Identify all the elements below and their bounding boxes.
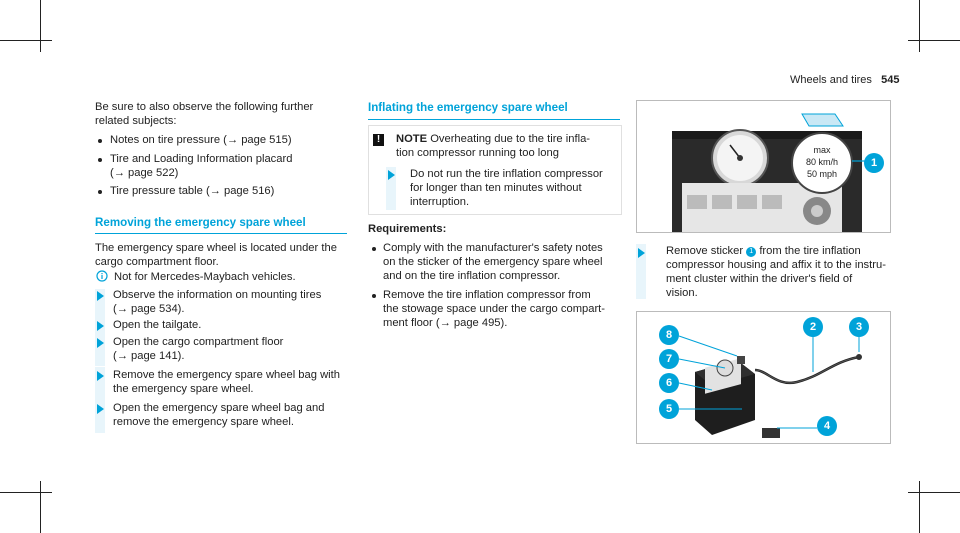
- sticker-text: 50 mph: [806, 169, 838, 179]
- section-heading: Removing the emergency spare wheel: [95, 216, 306, 229]
- step-text: Open the tailgate.: [113, 319, 202, 331]
- crop-mark: [908, 40, 960, 41]
- step-text: Remove the emergency spare wheel bag with: [113, 369, 340, 381]
- heading-rule: [368, 119, 620, 120]
- step-text: the emergency spare wheel.: [113, 383, 254, 395]
- bullet-text: Notes on tire pressure (→ page 515): [110, 134, 292, 146]
- bullet-text: Tire pressure table (→ page 516): [110, 185, 275, 197]
- step-text: vision.: [666, 287, 698, 299]
- step-text: for longer than ten minutes without: [410, 182, 582, 194]
- callout-8: 8: [659, 325, 679, 345]
- callout-6: 6: [659, 373, 679, 393]
- callout-4: 4: [817, 416, 837, 436]
- page-header: [790, 74, 899, 86]
- step-arrow-icon: [97, 338, 104, 348]
- bullet-dot: [98, 190, 102, 194]
- page-number: 545: [881, 74, 900, 86]
- crop-mark: [40, 0, 41, 52]
- bullet-dot: [372, 247, 376, 251]
- info-text: Not for Mercedes-Maybach vehicles.: [114, 271, 296, 283]
- bullet-text: the stowage space under the cargo compart-: [383, 303, 606, 315]
- crop-mark: [919, 481, 920, 533]
- step-text: ment cluster within the driver's field of: [666, 273, 853, 285]
- inline-callout-1: 1: [746, 247, 756, 257]
- step-text-part: from the tire inflation: [759, 245, 861, 257]
- bullet-dot: [98, 158, 102, 162]
- step-text: [666, 244, 861, 258]
- step-arrow-icon: [638, 248, 645, 258]
- bullet-dot: [98, 139, 102, 143]
- step-text: (→ page 141).: [113, 350, 185, 362]
- crop-mark: [0, 492, 52, 493]
- step-arrow-icon: [388, 170, 395, 180]
- note-text: Overheating due to the tire infla-: [430, 133, 591, 145]
- bullet-text: ment floor (→ page 495).: [383, 317, 508, 329]
- step-arrow-icon: [97, 371, 104, 381]
- step-arrow-icon: [97, 404, 104, 414]
- note-label: NOTE: [396, 133, 428, 145]
- step-text: interruption.: [410, 196, 470, 208]
- intro-line: Be sure to also observe the following further: [95, 101, 314, 113]
- compressor-illustration: [637, 101, 890, 232]
- paragraph-line: cargo compartment floor.: [95, 256, 219, 268]
- bullet-text: Tire and Loading Information placard: [110, 153, 293, 165]
- info-icon: [96, 270, 108, 282]
- note-line: [396, 132, 590, 146]
- step-text: remove the emergency spare wheel.: [113, 416, 294, 428]
- step-text: Do not run the tire inflation compressor: [410, 168, 603, 180]
- bullet-text: and on the tire inflation compressor.: [383, 270, 561, 282]
- sticker-text: max: [813, 145, 831, 155]
- paragraph-line: The emergency spare wheel is located under the: [95, 242, 337, 254]
- bullet-text: (→ page 522): [110, 167, 179, 179]
- heading-rule: [95, 233, 347, 234]
- compressor-sticker-figure: [636, 100, 891, 233]
- requirements-heading: Requirements:: [368, 223, 447, 235]
- step-text-part: Remove sticker: [666, 245, 744, 257]
- crop-mark: [0, 40, 52, 41]
- step-text: Open the emergency spare wheel bag and: [113, 402, 325, 414]
- compressor-parts-figure: [636, 311, 891, 444]
- step-text: compressor housing and affix it to the instru-: [666, 259, 886, 271]
- section-heading: Inflating the emergency spare wheel: [368, 101, 568, 114]
- section-title: Wheels and tires: [790, 74, 872, 86]
- sticker-text: 80 km/h: [805, 157, 839, 167]
- step-arrow-icon: [97, 321, 104, 331]
- bullet-text: Remove the tire inflation compressor from: [383, 289, 591, 301]
- step-arrow-icon: [97, 291, 104, 301]
- step-text: Observe the information on mounting tires: [113, 289, 322, 301]
- bullet-text: on the sticker of the emergency spare wheel: [383, 256, 603, 268]
- intro-line: related subjects:: [95, 115, 177, 127]
- step-text: (→ page 534).: [113, 303, 185, 315]
- step-text: Open the cargo compartment floor: [113, 336, 284, 348]
- callout-1: 1: [864, 153, 884, 173]
- warning-icon: !: [373, 134, 384, 146]
- crop-mark: [908, 492, 960, 493]
- bullet-text: Comply with the manufacturer's safety notes: [383, 242, 603, 254]
- callout-3: 3: [849, 317, 869, 337]
- crop-mark: [919, 0, 920, 52]
- note-line: tion compressor running too long: [396, 147, 559, 159]
- callout-5: 5: [659, 399, 679, 419]
- callout-7: 7: [659, 349, 679, 369]
- crop-mark: [40, 481, 41, 533]
- callout-2: 2: [803, 317, 823, 337]
- bullet-dot: [372, 294, 376, 298]
